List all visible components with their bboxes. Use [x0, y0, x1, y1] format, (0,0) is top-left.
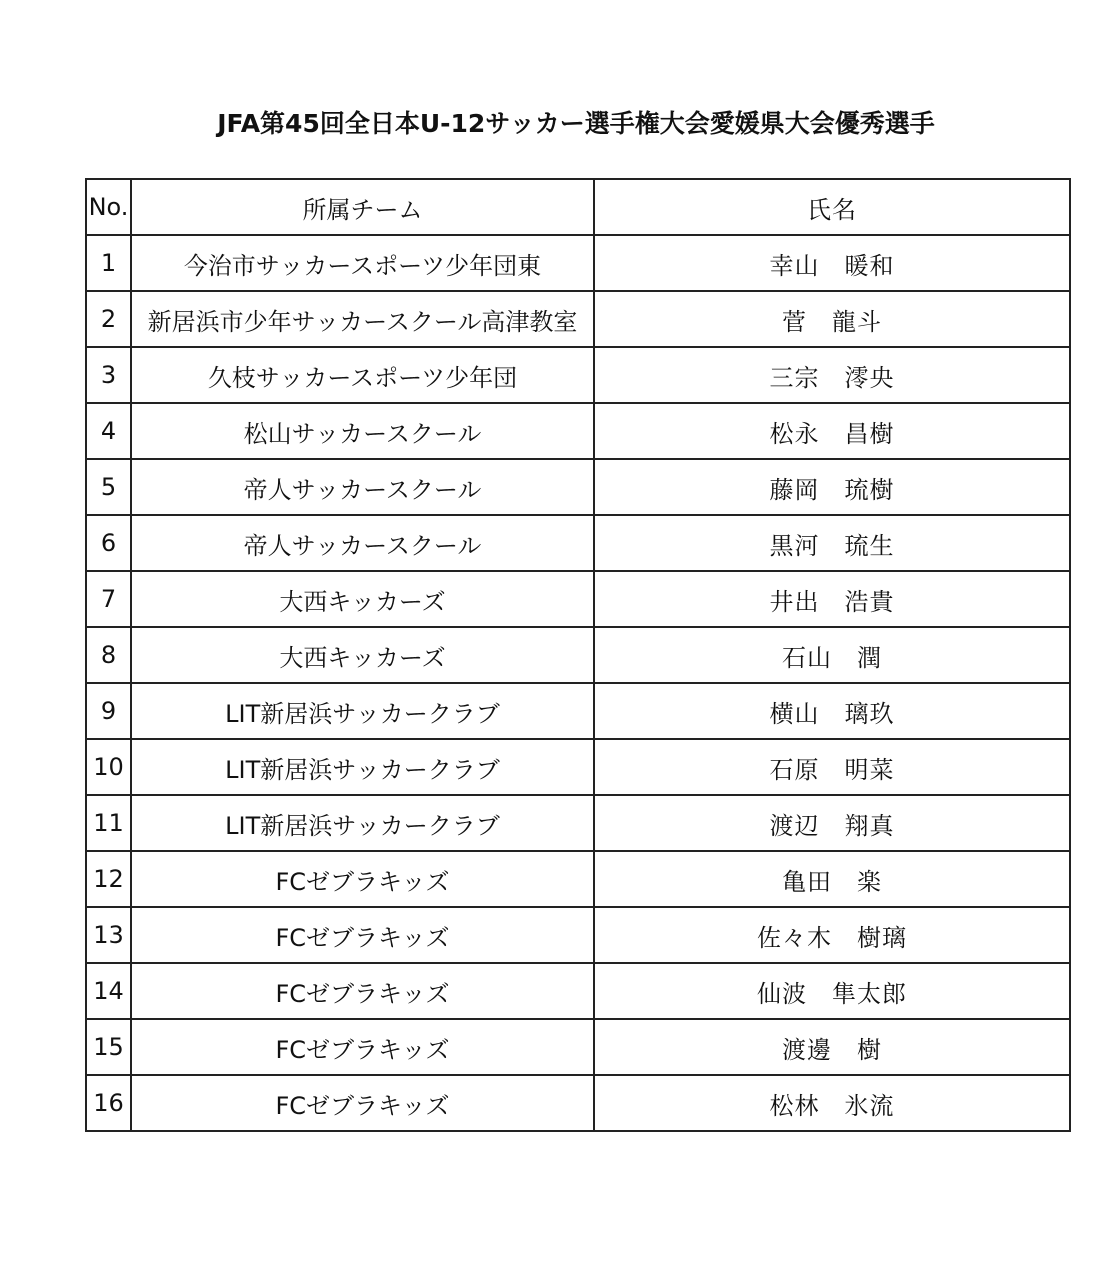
row-name: 松永 昌樹 — [594, 403, 1070, 459]
row-team: 大西キッカーズ — [131, 627, 594, 683]
row-no: 14 — [86, 963, 131, 1019]
row-no: 11 — [86, 795, 131, 851]
row-name: 仙波 隼太郎 — [594, 963, 1070, 1019]
row-no: 15 — [86, 1019, 131, 1075]
row-team: FCゼブラキッズ — [131, 963, 594, 1019]
header-no: No. — [86, 179, 131, 235]
table-row — [86, 347, 1070, 403]
row-team: FCゼブラキッズ — [131, 851, 594, 907]
row-name: 亀田 楽 — [594, 851, 1070, 907]
row-team: 久枝サッカースポーツ少年団 — [131, 347, 594, 403]
table-row — [86, 403, 1070, 459]
row-no: 5 — [86, 459, 131, 515]
row-no: 9 — [86, 683, 131, 739]
row-team: 新居浜市少年サッカースクール高津教室 — [131, 291, 594, 347]
row-name: 菅 龍斗 — [594, 291, 1070, 347]
table-row — [86, 459, 1070, 515]
row-no: 4 — [86, 403, 131, 459]
row-no: 13 — [86, 907, 131, 963]
row-name: 石山 潤 — [594, 627, 1070, 683]
table-row — [86, 739, 1070, 795]
row-no: 1 — [86, 235, 131, 291]
row-team: 帝人サッカースクール — [131, 459, 594, 515]
row-team: LIT新居浜サッカークラブ — [131, 795, 594, 851]
row-name: 横山 璃玖 — [594, 683, 1070, 739]
table-row — [86, 683, 1070, 739]
row-team: LIT新居浜サッカークラブ — [131, 683, 594, 739]
row-name: 三宗 澪央 — [594, 347, 1070, 403]
row-name: 石原 明菜 — [594, 739, 1070, 795]
row-team: LIT新居浜サッカークラブ — [131, 739, 594, 795]
table-row — [86, 627, 1070, 683]
row-no: 3 — [86, 347, 131, 403]
table-row — [86, 235, 1070, 291]
row-team: FCゼブラキッズ — [131, 907, 594, 963]
row-no: 10 — [86, 739, 131, 795]
table-header-row — [86, 179, 1070, 235]
table-row — [86, 907, 1070, 963]
row-no: 16 — [86, 1075, 131, 1131]
row-name: 渡邊 樹 — [594, 1019, 1070, 1075]
row-name: 松林 氷流 — [594, 1075, 1070, 1131]
row-name: 渡辺 翔真 — [594, 795, 1070, 851]
row-no: 6 — [86, 515, 131, 571]
players-table — [85, 178, 1071, 1132]
row-no: 12 — [86, 851, 131, 907]
row-team: FCゼブラキッズ — [131, 1019, 594, 1075]
row-name: 黒河 琉生 — [594, 515, 1070, 571]
row-team: 今治市サッカースポーツ少年団東 — [131, 235, 594, 291]
table-row — [86, 291, 1070, 347]
row-name: 藤岡 琉樹 — [594, 459, 1070, 515]
table-row — [86, 515, 1070, 571]
table-row — [86, 795, 1070, 851]
document-title: JFA第45回全日本U-12サッカー選手権大会愛媛県大会優秀選手 — [217, 109, 935, 138]
row-name: 幸山 暖和 — [594, 235, 1070, 291]
table-row — [86, 571, 1070, 627]
table-row — [86, 851, 1070, 907]
row-team: FCゼブラキッズ — [131, 1075, 594, 1131]
row-team: 帝人サッカースクール — [131, 515, 594, 571]
row-team: 大西キッカーズ — [131, 571, 594, 627]
row-team: 松山サッカースクール — [131, 403, 594, 459]
table-row — [86, 1075, 1070, 1131]
table-row — [86, 1019, 1070, 1075]
row-no: 2 — [86, 291, 131, 347]
row-no: 7 — [86, 571, 131, 627]
header-name: 氏名 — [594, 179, 1070, 235]
row-name: 井出 浩貴 — [594, 571, 1070, 627]
table-row — [86, 963, 1070, 1019]
row-name: 佐々木 樹璃 — [594, 907, 1070, 963]
header-team: 所属チーム — [131, 179, 594, 235]
row-no: 8 — [86, 627, 131, 683]
